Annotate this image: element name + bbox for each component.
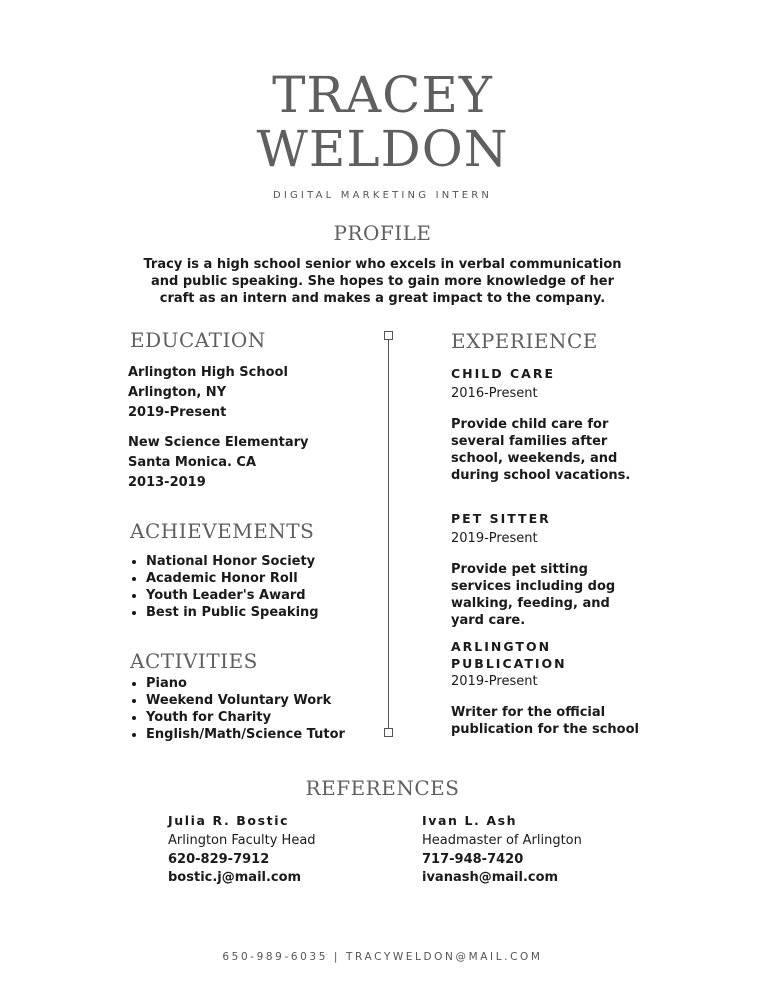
activities-list bbox=[128, 675, 386, 743]
job-title-line1: ARLINGTON bbox=[451, 639, 552, 654]
job-description: Writer for the official publication for the school bbox=[451, 705, 639, 737]
name-last: WELDON bbox=[256, 120, 509, 178]
list-item: • Weekend Voluntary Work bbox=[146, 692, 386, 709]
reference-role: Arlington Faculty Head bbox=[168, 833, 316, 848]
list-item: • Academic Honor Roll bbox=[146, 570, 386, 587]
job-description: Provide child care for several families after school, weekends, and during school vacations. bbox=[451, 417, 631, 483]
list-item: • Youth for Charity bbox=[146, 709, 386, 726]
education-school-1 bbox=[128, 364, 368, 422]
column-divider bbox=[388, 337, 389, 732]
job-description: Provide pet sitting services including dog walking, feeding, and yard care. bbox=[451, 562, 616, 628]
footer-contact: 650-989-6035 | TRACYWELDON@MAIL.COM bbox=[222, 951, 543, 963]
reference-email: bostic.j@mail.com bbox=[168, 870, 302, 885]
list-item: • Youth Leader's Award bbox=[146, 587, 386, 604]
school-location: Arlington, NY bbox=[128, 385, 227, 400]
achievements-title: ACHIEVEMENTS bbox=[130, 519, 315, 543]
activities-title: ACTIVITIES bbox=[130, 649, 258, 673]
experience-title: EXPERIENCE bbox=[451, 329, 598, 353]
reference-name: Ivan L. Ash bbox=[422, 813, 518, 828]
reference-2 bbox=[422, 812, 642, 887]
reference-name: Julia R. Bostic bbox=[168, 813, 290, 828]
job-years: 2019-Present bbox=[451, 674, 538, 689]
education-school-2 bbox=[128, 434, 368, 492]
reference-phone: 620-829-7912 bbox=[168, 852, 270, 867]
job-years: 2019-Present bbox=[451, 531, 538, 546]
job-title-line2: PUBLICATION bbox=[451, 656, 567, 671]
school-name: Arlington High School bbox=[128, 365, 288, 380]
profile-text: Tracy is a high school senior who excels in verbal communication and public speaking. She hopes to gain more knowledge of her craft as an intern and makes a great impact to the company. bbox=[143, 257, 622, 306]
education-title: EDUCATION bbox=[130, 328, 266, 352]
job-years: 2016-Present bbox=[451, 386, 538, 401]
reference-1 bbox=[168, 812, 388, 887]
name-first: TRACEY bbox=[272, 66, 493, 124]
school-years: 2019-Present bbox=[128, 405, 227, 420]
achievements-list bbox=[128, 553, 386, 621]
list-item: • English/Math/Science Tutor bbox=[146, 726, 386, 743]
reference-phone: 717-948-7420 bbox=[422, 852, 524, 867]
profile-title: PROFILE bbox=[333, 221, 432, 245]
divider-top-square bbox=[384, 331, 393, 340]
job-title: PET SITTER bbox=[451, 511, 551, 526]
job-title: CHILD CARE bbox=[451, 366, 555, 381]
list-item: • Piano bbox=[146, 675, 386, 692]
school-name: New Science Elementary bbox=[128, 435, 309, 450]
references-title: REFERENCES bbox=[305, 776, 460, 800]
list-item: • Best in Public Speaking bbox=[146, 604, 386, 621]
job-subtitle: DIGITAL MARKETING INTERN bbox=[272, 190, 493, 201]
list-item: • National Honor Society bbox=[146, 553, 386, 570]
school-location: Santa Monica. CA bbox=[128, 455, 257, 470]
reference-email: ivanash@mail.com bbox=[422, 870, 559, 885]
reference-role: Headmaster of Arlington bbox=[422, 833, 582, 848]
school-years: 2013-2019 bbox=[128, 475, 206, 490]
